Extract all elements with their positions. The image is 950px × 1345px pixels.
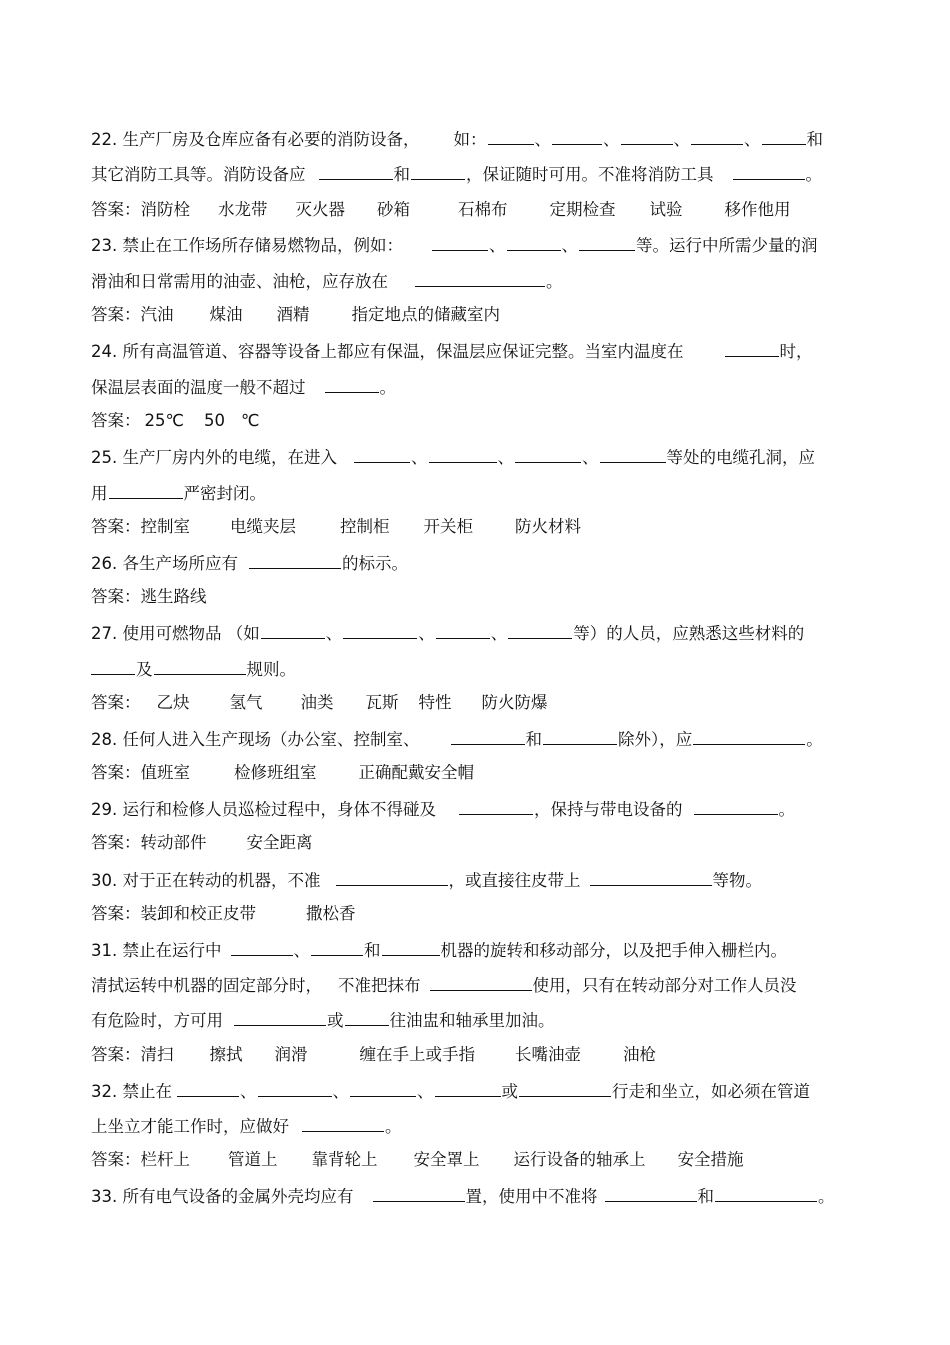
blank [715, 1184, 817, 1202]
blank [488, 127, 534, 145]
text: 和 [364, 941, 381, 960]
question-32-line-2 [91, 1114, 402, 1136]
answer-item: 擦拭 [209, 1045, 243, 1064]
blank [451, 727, 525, 745]
answer-26 [91, 586, 207, 608]
text: 、 [497, 448, 514, 467]
answer-item: 控制室 [140, 517, 190, 536]
answer-item: 50 [204, 411, 226, 430]
answer-item: 水龙带 [218, 200, 268, 219]
blank [605, 1184, 697, 1202]
blank [693, 727, 805, 745]
answer-item: 管道上 [228, 1150, 278, 1169]
blank [336, 868, 448, 886]
blank [436, 621, 490, 639]
blank [435, 1079, 501, 1097]
answer-item: 灭火器 [295, 200, 345, 219]
answer-item: 安全距离 [246, 833, 313, 852]
question-27-line-2 [91, 657, 296, 679]
text: 、 [417, 1082, 434, 1101]
text: 等。运行中所需少量的润 [636, 236, 818, 255]
question-26-line-1 [91, 551, 408, 573]
question-23-line-1 [91, 233, 818, 255]
text: 规则。 [246, 660, 296, 679]
answer-item: 逃生路线 [140, 587, 207, 606]
answer-item: 正确配戴安全帽 [358, 763, 474, 782]
blank [590, 868, 712, 886]
answer-label: 答案： [91, 904, 141, 923]
blank [343, 621, 417, 639]
text: 有危险时，方可用 [91, 1011, 223, 1030]
blank [311, 938, 363, 956]
answer-22 [91, 199, 791, 221]
answer-item: 乙炔 [156, 693, 190, 712]
question-30-line-1 [91, 868, 762, 890]
blank [382, 938, 440, 956]
blank [552, 127, 602, 145]
answer-item: 撒松香 [306, 904, 356, 923]
text: ，或直接往皮带上 [448, 871, 581, 890]
question-29-line-1 [91, 797, 795, 819]
blank [432, 233, 488, 251]
question-23-line-2 [91, 269, 563, 291]
answer-label: 答案： [91, 1045, 141, 1064]
text: 。 [805, 165, 822, 184]
blank [258, 1079, 332, 1097]
question-31-line-2 [91, 973, 797, 995]
text: 、 [293, 941, 310, 960]
blank [249, 551, 341, 569]
text: 31. 禁止在运行中 [91, 941, 222, 960]
text: 清拭运转中机器的固定部分时， [91, 976, 322, 995]
blank [621, 127, 673, 145]
question-22-line-2 [91, 162, 822, 184]
answer-label: 答案： [91, 517, 141, 536]
answer-25 [91, 516, 581, 538]
answer-24 [91, 410, 260, 432]
text: 、 [534, 130, 551, 149]
text: 的标示。 [342, 554, 408, 573]
text: 。 [778, 800, 795, 819]
text: 、 [673, 130, 690, 149]
blank [302, 1114, 384, 1132]
text: ，保证随时可用。不准将消防工具 [466, 165, 714, 184]
blank [600, 445, 666, 463]
text: 。 [379, 378, 396, 397]
blank [373, 1184, 465, 1202]
blank [109, 481, 183, 499]
text: 时， [779, 342, 813, 361]
blank [694, 797, 778, 815]
answer-label: 答案： [91, 1150, 141, 1169]
blank [691, 127, 743, 145]
blank [762, 127, 806, 145]
blank [515, 445, 581, 463]
text: 29. 运行和检修人员巡检过程中，身体不得碰及 [91, 800, 436, 819]
answer-31 [91, 1044, 656, 1066]
answer-item: 定期检查 [549, 200, 616, 219]
text: 机器的旋转和移动部分，以及把手伸入栅栏内。 [440, 941, 787, 960]
text: 及 [136, 660, 153, 679]
question-31-line-3 [91, 1008, 555, 1030]
answer-label: 答案： [91, 763, 141, 782]
answer-item: 防火材料 [515, 517, 581, 536]
answer-item: 装卸和校正皮带 [140, 904, 256, 923]
answer-label: 答案： [91, 693, 141, 712]
blank [430, 973, 532, 991]
question-33-line-1 [91, 1184, 835, 1206]
blank [459, 797, 533, 815]
text: 33. 所有电气设备的金属外壳均应有 [91, 1187, 354, 1206]
answer-item: 砂箱 [377, 200, 410, 219]
answer-29 [91, 832, 313, 854]
question-28-line-1 [91, 727, 823, 749]
answer-item: 清扫 [140, 1045, 174, 1064]
text: 置，使用中不准将 [465, 1187, 598, 1206]
blank [91, 657, 135, 675]
text: 、 [489, 236, 506, 255]
answer-item: 检修班组室 [234, 763, 317, 782]
answer-item: 电缆夹层 [230, 517, 296, 536]
answer-28 [91, 762, 474, 784]
answer-item: 安全罩上 [413, 1150, 480, 1169]
text: 、 [490, 624, 508, 643]
blank [733, 162, 805, 180]
answer-item: 试验 [649, 200, 683, 219]
answer-item: 汽油 [140, 305, 174, 324]
blank [231, 938, 293, 956]
blank [319, 162, 393, 180]
text: 和 [697, 1187, 714, 1206]
text: 行走和坐立，如必须在管道 [612, 1082, 810, 1101]
text: 其它消防工具等。消防设备应 [91, 165, 306, 184]
text: 或 [501, 1082, 518, 1101]
answer-item: 酒精 [276, 305, 310, 324]
blank [261, 621, 325, 639]
text: 22. 生产厂房及仓库应备有必要的消防设备， [91, 130, 420, 149]
text: 不准把抹布 [338, 976, 421, 995]
text: 、 [411, 448, 428, 467]
text: 严密封闭。 [183, 484, 266, 503]
answer-item: 煤油 [209, 305, 243, 324]
blank [725, 339, 779, 357]
answer-item: 栏杆上 [140, 1150, 190, 1169]
text: 滑油和日常需用的油壶、油枪，应存放在 [91, 272, 388, 291]
text: 、 [325, 624, 343, 643]
answer-item: 氢气 [229, 693, 263, 712]
answer-item: 靠背轮上 [311, 1150, 378, 1169]
blank [579, 233, 635, 251]
question-22-line-1 [91, 127, 823, 149]
question-25-line-2 [91, 481, 266, 503]
answer-item: 防火防爆 [481, 693, 548, 712]
answer-item: 值班室 [140, 763, 190, 782]
text: 往油盅和轴承里加油。 [389, 1011, 555, 1030]
answer-item: 瓦斯 [365, 693, 399, 712]
answer-item: 安全措施 [677, 1150, 744, 1169]
text: 和 [806, 130, 823, 149]
blank [507, 233, 561, 251]
blank [350, 1079, 416, 1097]
question-24-line-1 [91, 339, 813, 361]
blank [325, 375, 379, 393]
answer-label: 答案： [91, 200, 141, 219]
blank [234, 1008, 326, 1026]
answer-item: 润滑 [274, 1045, 308, 1064]
text: 等处的电缆孔洞，应 [666, 448, 815, 467]
text: 保温层表面的温度一般不超过 [91, 378, 306, 397]
answer-label: 答案： [91, 587, 141, 606]
answer-item: 25℃ [144, 411, 185, 430]
answer-32 [91, 1149, 744, 1171]
blank [411, 162, 465, 180]
text: 、 [561, 236, 578, 255]
answer-item: 特性 [418, 693, 452, 712]
text: 25. 生产厂房内外的电缆，在进入 [91, 448, 337, 467]
blank [429, 445, 497, 463]
text: 除外），应 [618, 730, 693, 749]
answer-30 [91, 903, 356, 925]
question-31-line-1 [91, 938, 787, 960]
blank [354, 445, 410, 463]
blank [345, 1008, 389, 1026]
text: 等）的人员，应熟悉这些材料的 [573, 624, 805, 643]
answer-item: ℃ [241, 411, 260, 430]
answer-item: 缠在手上或手指 [359, 1045, 475, 1064]
answer-item: 指定地点的储藏室内 [351, 305, 500, 324]
text: 、 [582, 448, 599, 467]
text: 32. 禁止在 [91, 1082, 172, 1101]
answer-label: 答案： [91, 305, 141, 324]
answer-23 [91, 304, 500, 326]
answer-item: 运行设备的轴承上 [513, 1150, 646, 1169]
blank [154, 657, 246, 675]
answer-label: 答案： [91, 411, 141, 430]
text: 。 [385, 1117, 402, 1136]
blank [508, 621, 572, 639]
text: 、 [418, 624, 435, 643]
answer-item: 消防栓 [140, 200, 190, 219]
text: 26. 各生产场所应有 [91, 554, 238, 573]
text: 或 [327, 1011, 344, 1030]
question-32-line-1 [91, 1079, 810, 1101]
question-27-line-1 [91, 621, 804, 643]
answer-item: 移作他用 [724, 200, 791, 219]
answer-item: 开关柜 [423, 517, 473, 536]
answer-item: 控制柜 [340, 517, 390, 536]
text: 如： [453, 130, 487, 149]
text: 使用，只有在转动部分对工作人员没 [532, 976, 797, 995]
text: 28. 任何人进入生产现场（办公室、控制室、 [91, 730, 420, 749]
text: 和 [393, 165, 410, 184]
question-25-line-1 [91, 445, 815, 467]
blank [543, 727, 617, 745]
answer-27 [91, 692, 548, 714]
text: 。 [818, 1187, 835, 1206]
answer-item: 长嘴油壶 [515, 1045, 581, 1064]
text: ，保持与带电设备的 [534, 800, 683, 819]
text: 30. 对于正在转动的机器，不准 [91, 871, 321, 890]
text: 等物。 [712, 871, 762, 890]
answer-item: 转动部件 [140, 833, 207, 852]
text: 、 [240, 1082, 257, 1101]
answer-label: 答案： [91, 833, 141, 852]
text: 24. 所有高温管道、容器等设备上都应有保温，保温层应保证完整。当室内温度在 [91, 342, 684, 361]
answer-item: 油类 [300, 693, 334, 712]
text: 23. 禁止在工作场所存储易燃物品，例如： [91, 236, 403, 255]
answer-item: 油枪 [623, 1045, 656, 1064]
blank [177, 1079, 239, 1097]
text: 27. 使用可燃物品 （如 [91, 624, 260, 643]
text: 、 [332, 1082, 349, 1101]
text: 用 [91, 484, 108, 503]
blank [519, 1079, 611, 1097]
text: 。 [546, 272, 563, 291]
answer-item: 石棉布 [458, 200, 508, 219]
blank [415, 269, 545, 287]
text: 、 [744, 130, 761, 149]
text: 、 [603, 130, 620, 149]
question-24-line-2 [91, 375, 396, 397]
text: 上坐立才能工作时，应做好 [91, 1117, 289, 1136]
text: 。 [806, 730, 823, 749]
text: 和 [525, 730, 542, 749]
